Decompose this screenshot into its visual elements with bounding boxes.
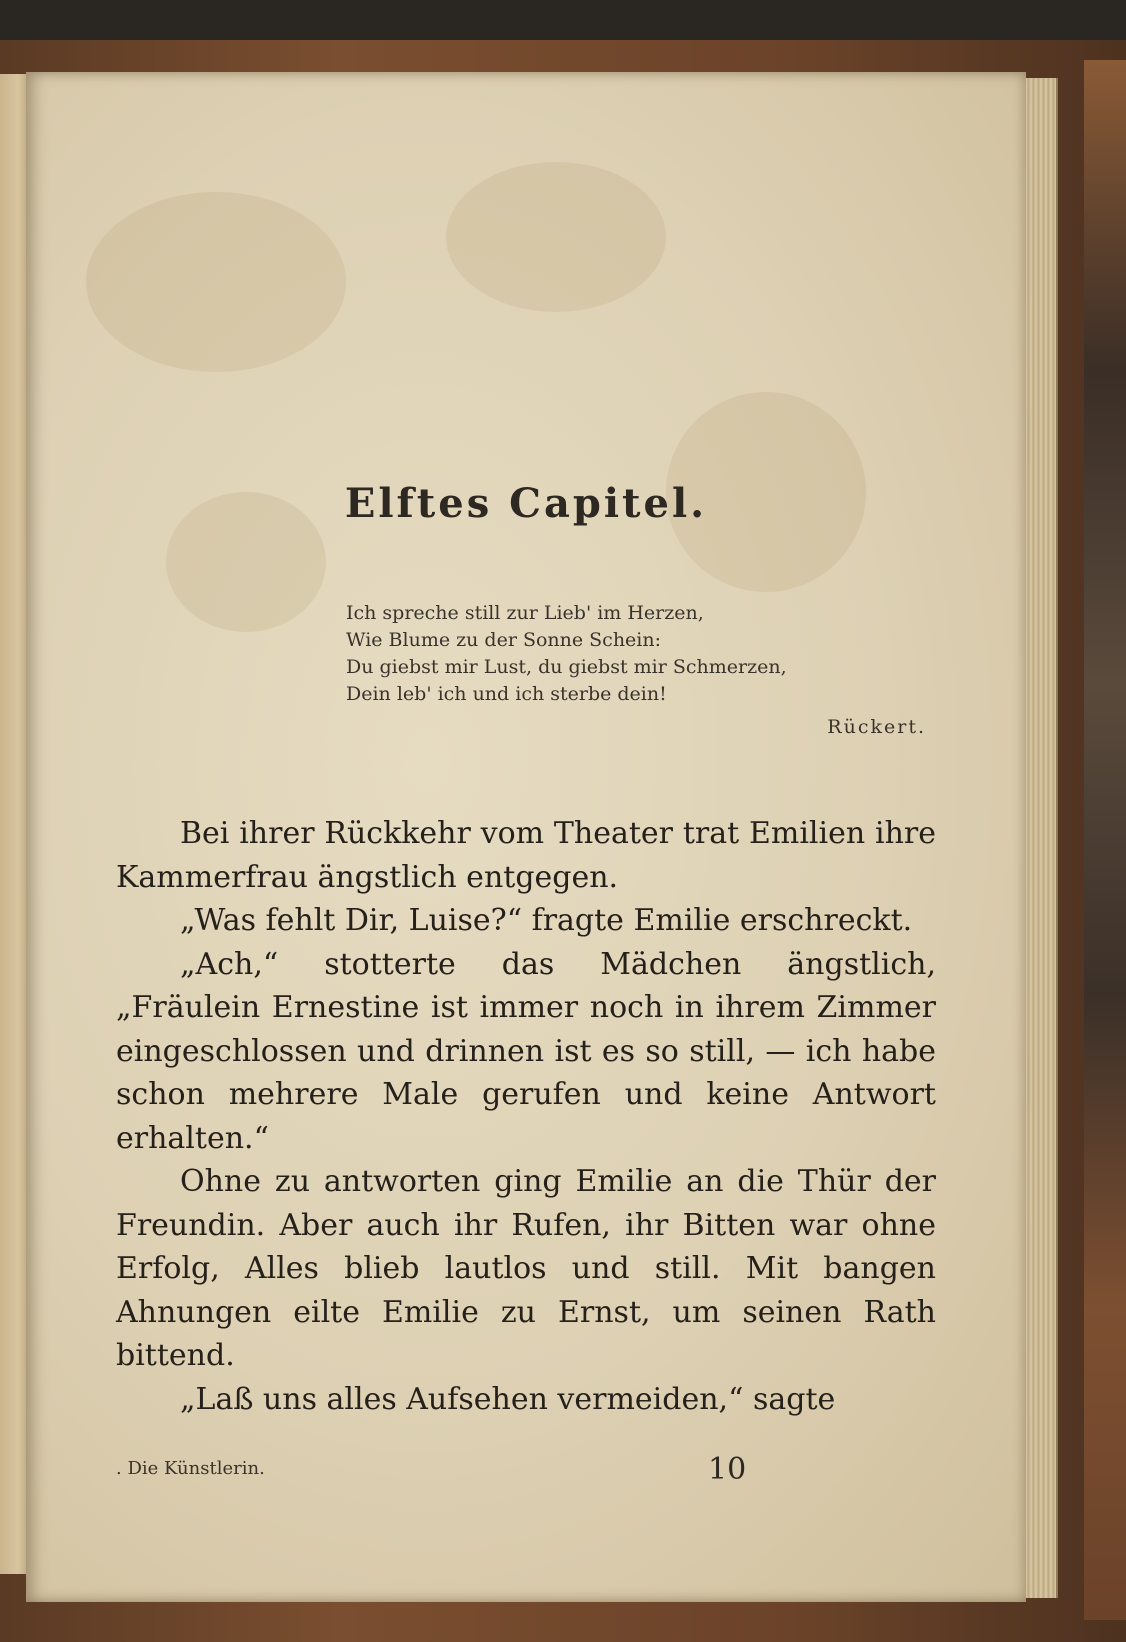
book-cover-edge — [1084, 60, 1126, 1620]
page-stain — [446, 162, 666, 312]
body-text — [116, 812, 936, 1421]
page-stain — [86, 192, 346, 372]
signature-number: 10 — [708, 1452, 747, 1487]
paragraph: „Laß uns alles Aufsehen vermeiden,“ sagte — [180, 1381, 836, 1417]
epigraph-line: Du giebst mir Lust, du giebst mir Schmerzen, — [346, 656, 787, 678]
paragraph: „Was fehlt Dir, Luise?“ fragte Emilie erschreckt. — [180, 903, 913, 938]
paragraph: „Ach,“ stotterte das Mädchen ängstlich, „Fräulein Ernestine ist immer noch in ihrem Zimmer eingeschlossen und drinnen ist es so still, — ich habe schon mehrere Male gerufen und keine Antwort erhalten.“ — [116, 946, 936, 1156]
signature-mark: . Die Künstlerin. — [116, 1458, 265, 1479]
book-page — [26, 72, 1026, 1602]
paragraph: Bei ihrer Rückkehr vom Theater trat Emilien ihre Kammerfrau ängstlich entgegen. — [116, 816, 936, 895]
paragraph: Ohne zu antworten ging Emilie an die Thür der Freundin. Aber auch ihr Rufen, ihr Bitten war ohne Erfolg, Alles blieb lautlos und still. Mit bangen Ahnungen eilte Emilie zu Ernst, um seinen Rath bittend. — [116, 1164, 936, 1373]
page-footer — [116, 1454, 936, 1488]
chapter-title: Elftes Capitel. — [344, 480, 708, 527]
epigraph-line: Dein leb' ich und ich sterbe dein! — [346, 683, 667, 705]
epigraph-line: Ich spreche still zur Lieb' im Herzen, — [346, 602, 704, 624]
epigraph — [346, 600, 946, 708]
epigraph-author: Rückert. — [827, 716, 926, 738]
epigraph-line: Wie Blume zu der Sonne Schein: — [346, 629, 662, 651]
